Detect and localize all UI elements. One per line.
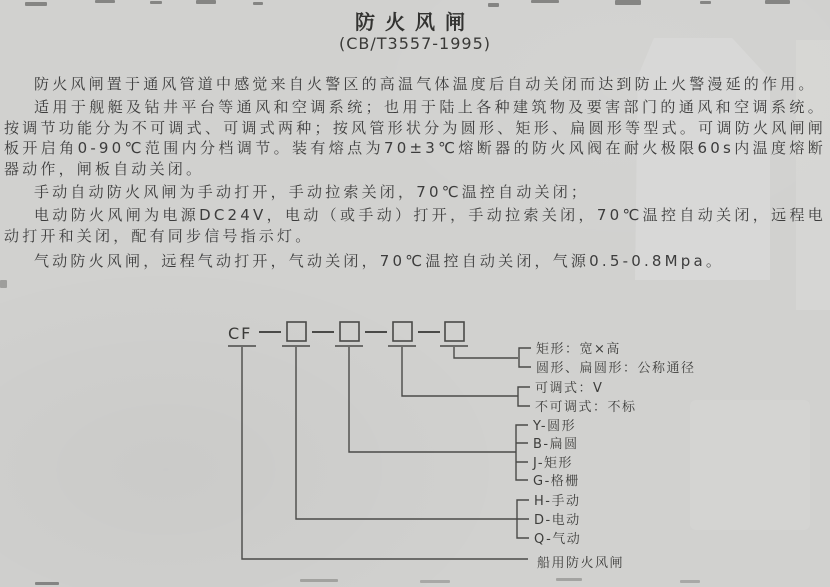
scan-edge-mark [700, 1, 711, 4]
label-drive-pneumatic: Q-气动 [534, 532, 582, 547]
scan-edge-mark [765, 0, 790, 4]
label-rect-size: 矩形：宽×高 [536, 342, 621, 357]
model-code-prefix: CF [228, 324, 253, 343]
paragraph-electric-type: 电动防火风闸为电源DC24V，电动（或手动）打开，手动拉索关闭，70℃温控自动关闭，远程电动打开和关闭，配有同步信号指示灯。 [4, 205, 826, 245]
bracket-size [519, 348, 531, 367]
leader-drive [296, 347, 517, 519]
scan-edge-mark [615, 0, 641, 5]
leader-size [454, 347, 518, 358]
code-box-adjustable [393, 322, 412, 341]
paragraph-manual-type: 手动自动防火风闸为手动打开，手动拉索关闭，70℃温控自动关闭； [34, 182, 590, 201]
bracket-adjustable [518, 387, 530, 406]
scan-edge-mark [531, 0, 559, 3]
label-adjustable: 可调式：V [535, 381, 604, 396]
label-drive-manual: H-手动 [534, 494, 581, 509]
label-drive-electric: D-电动 [534, 513, 581, 528]
body-text [4, 74, 826, 274]
label-shape-round: Y-圆形 [533, 419, 577, 434]
leader-product [242, 347, 528, 559]
label-round-size: 圆形、扁圆形：公称通径 [536, 361, 696, 376]
page-title: 防火风闸 [355, 10, 475, 34]
bracket-shape [516, 425, 528, 480]
standard-number: (CB/T3557-1995) [338, 34, 491, 53]
scan-edge-mark [0, 280, 7, 288]
bracket-drive [517, 500, 529, 538]
label-shape-rect: J-矩形 [533, 456, 574, 471]
scan-edge-mark [196, 0, 216, 4]
paragraph-overview: 防火风闸置于通风管道中感觉来自火警区的高温气体温度后自动关闭而达到防止火警漫延的作用。 [34, 75, 817, 93]
paragraph-pneumatic-type: 气动防火风闸，远程气动打开，气动关闭，70℃温控自动关闭，气源0.5-0.8Mpa。 [34, 252, 725, 271]
scan-edge-mark [253, 2, 263, 5]
scan-edge-mark [150, 1, 162, 4]
leader-lines [242, 347, 531, 559]
leader-adjustable [402, 347, 518, 396]
paragraph-application: 适用于舰艇及钻井平台等通风和空调系统；也用于陆上各种建筑物及要害部门的通风和空调系统。按调节功能分为不可调式、可调式两种；按风管形状分为圆形、矩形、扁圆形等型式。可调防火风闸闸板开启角0-90℃范围内分档调节。装有熔点为70±3℃熔断器的防火风阀在耐火极限60s内温度熔断器动作，闸板自动关闭。 [4, 97, 826, 179]
scan-edge-mark [95, 0, 115, 3]
code-box-drive [287, 322, 306, 341]
label-shape-oblate: B-扁圆 [533, 437, 579, 452]
label-non-adjustable: 不可调式：不标 [535, 400, 637, 415]
code-box-shape [340, 322, 359, 341]
leader-shape [349, 347, 516, 452]
code-box-size [445, 322, 464, 341]
label-shape-grille: G-格栅 [533, 474, 580, 489]
label-product-name: 船用防火风闸 [537, 556, 625, 571]
model-designation-diagram [0, 308, 830, 587]
